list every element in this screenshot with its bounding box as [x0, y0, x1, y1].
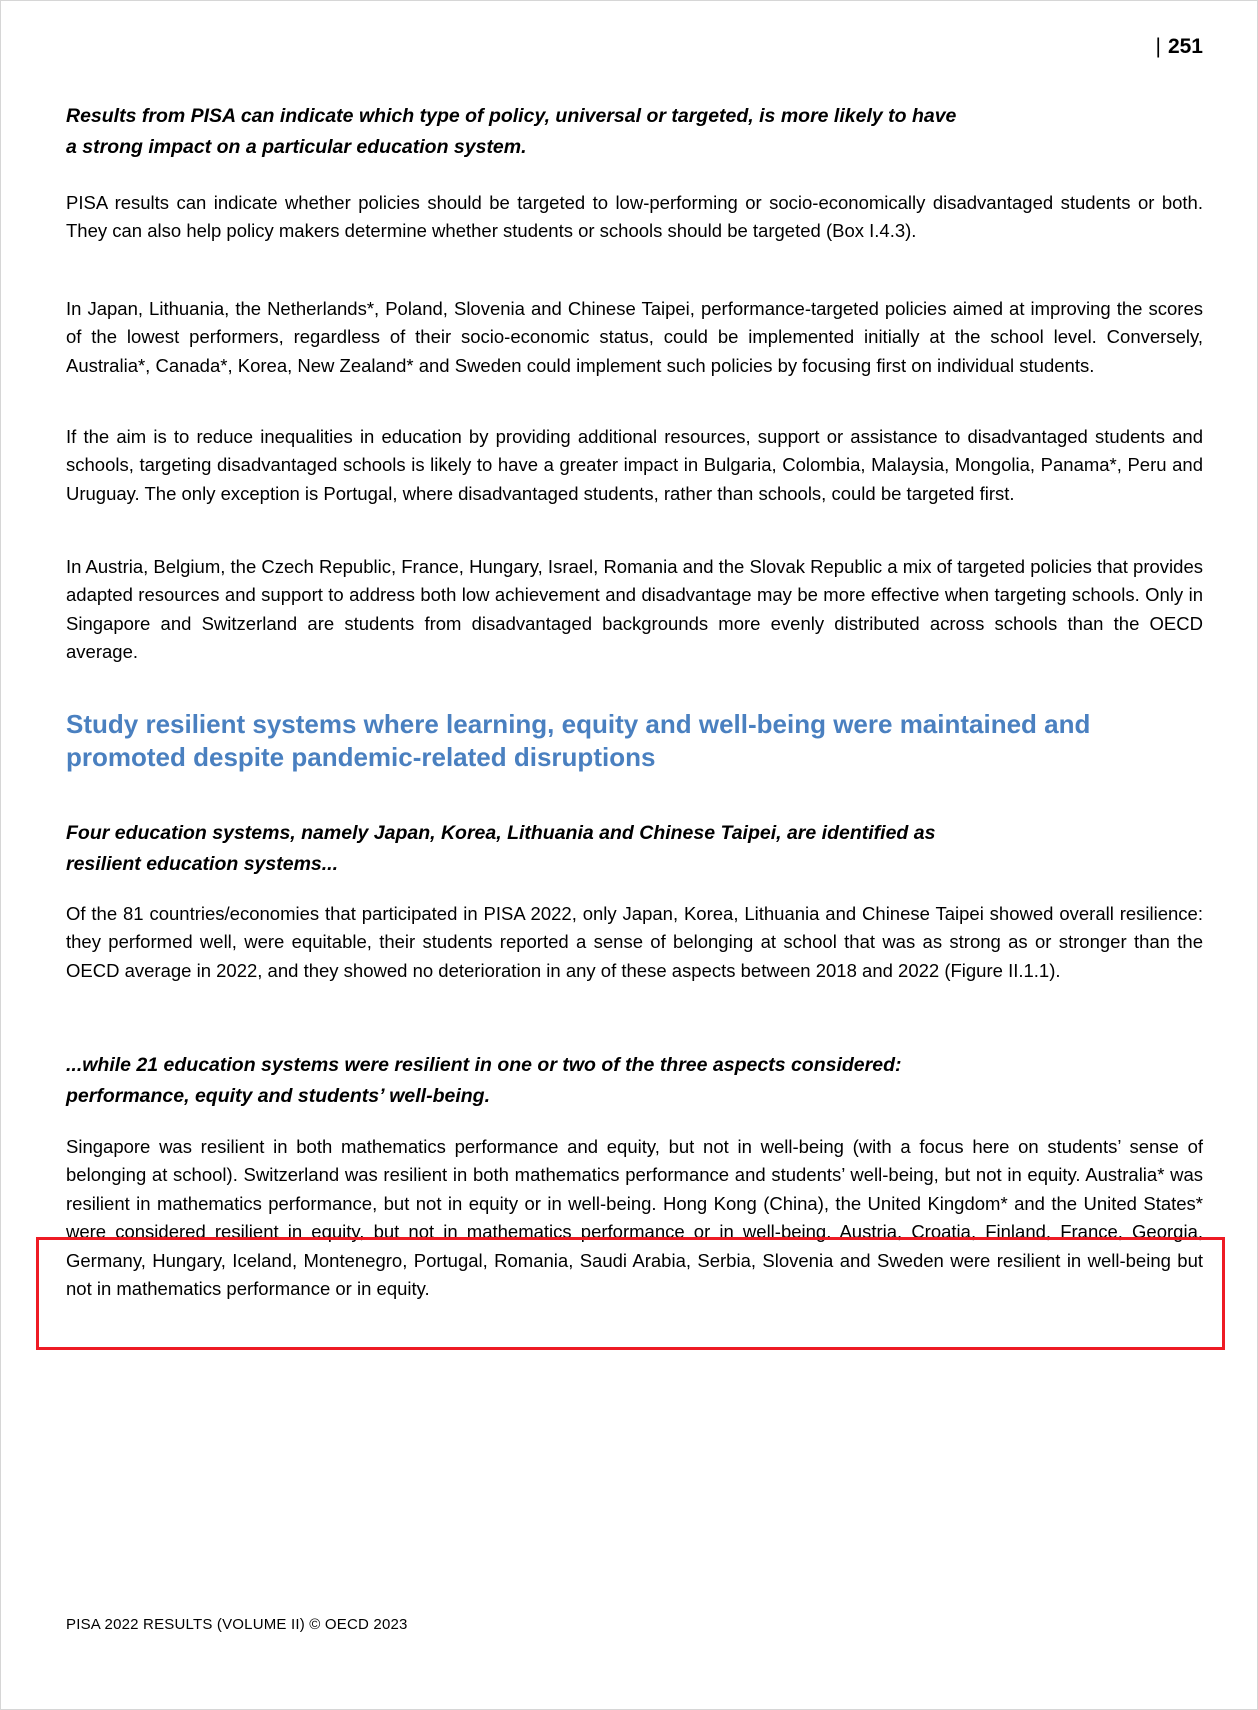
section-heading-line-2: promoted despite pandemic-related disruptions [66, 741, 656, 772]
paragraph-austria-belgium: In Austria, Belgium, the Czech Republic, France, Hungary, Israel, Romania and the Slovak Republic a mix of targeted policies that provides adapted resources and support to address both low achievement and disadvantage may be more effective when targeting schools. Only in Singapore and Switzerland are students from disadvantaged backgrounds more evenly distributed across schools than the OECD average. [66, 556, 1203, 663]
page-number-separator: | [1155, 35, 1161, 58]
section-heading-resilient-systems [66, 708, 1211, 773]
highlight-annotation-box [36, 1237, 1225, 1350]
subheading-four-line-1: Four education systems, namely Japan, Korea, Lithuania and Chinese Taipei, are identified as [66, 822, 936, 844]
lead-heading-line-2: a strong impact on a particular education system. [66, 136, 527, 158]
paragraph-reduce-inequalities: If the aim is to reduce inequalities in education by providing additional resources, support or assistance to disadvantaged students and schools, targeting disadvantaged schools is likely to have a greater impact in Bulgaria, Colombia, Malaysia, Mongolia, Panama*, Peru and Uruguay. The only exception is Portugal, where disadvantaged students, rather than schools, could be targeted first. [66, 426, 1203, 504]
subheading-four-systems [66, 818, 1206, 880]
section-heading-line-1: Study resilient systems where learning, equity and well-being were maintained and [66, 709, 1091, 739]
paragraph-japan-lithuania: In Japan, Lithuania, the Netherlands*, Poland, Slovenia and Chinese Taipei, performance-targeted policies aimed at improving the scores of the lowest performers, regardless of their socio-economic status, could be implemented initially at the school level. Conversely, Australia*, Canada*, Korea, New Zealand* and Sweden could implement such policies by focusing first on individual students. [66, 298, 1203, 376]
paragraph-81-countries: Of the 81 countries/economies that participated in PISA 2022, only Japan, Korea, Lithuania and Chinese Taipei showed overall resilience: they performed well, were equitable, their students reported a sense of belonging at school that was as strong as or stronger than the OECD average in 2022, and they showed no deterioration in any of these aspects between 2018 and 2022 (Figure II.1.1). [66, 903, 1203, 981]
paragraph-singapore-resilient: Singapore was resilient in both mathematics performance and equity, but not in well-being (with a focus here on students’ sense of belonging at school). Switzerland was resilient in both mathematics performance and students’ well-being, but not in equity. Australia* was resilient in mathematics performance, but not in equity or in well-being. Hong Kong (China), the United Kingdom* and the United States* were considered resilient in equity, but not in mathematics performance or in well-being. Austria, Croatia, Finland, France, Georgia, Germany, Hungary, Iceland, Montenegro, Portugal, Romania, Saudi Arabia, Serbia, Slovenia and Sweden were resilient in well-being but not in mathematics performance or in equity. [66, 1136, 1203, 1300]
subheading-four-line-2: resilient education systems... [66, 853, 339, 875]
page-number [1155, 34, 1203, 60]
lead-heading-line-1: Results from PISA can indicate which type of policy, universal or targeted, is more likely to have [66, 105, 957, 127]
subheading-21-line-2: performance, equity and students’ well-being. [66, 1085, 491, 1107]
lead-heading [66, 101, 1206, 163]
paragraph-pisa-results: PISA results can indicate whether policies should be targeted to low-performing or socio-economically disadvantaged students or both. They can also help policy makers determine whether students or schools should be targeted (Box I.4.3). [66, 192, 1203, 242]
footer-text: PISA 2022 RESULTS (VOLUME II) © OECD 2023 [66, 1616, 408, 1633]
page-number-value: 251 [1167, 35, 1203, 58]
subheading-21-systems [66, 1050, 1206, 1112]
subheading-21-line-1: ...while 21 education systems were resilient in one or two of the three aspects considered: [66, 1054, 902, 1076]
